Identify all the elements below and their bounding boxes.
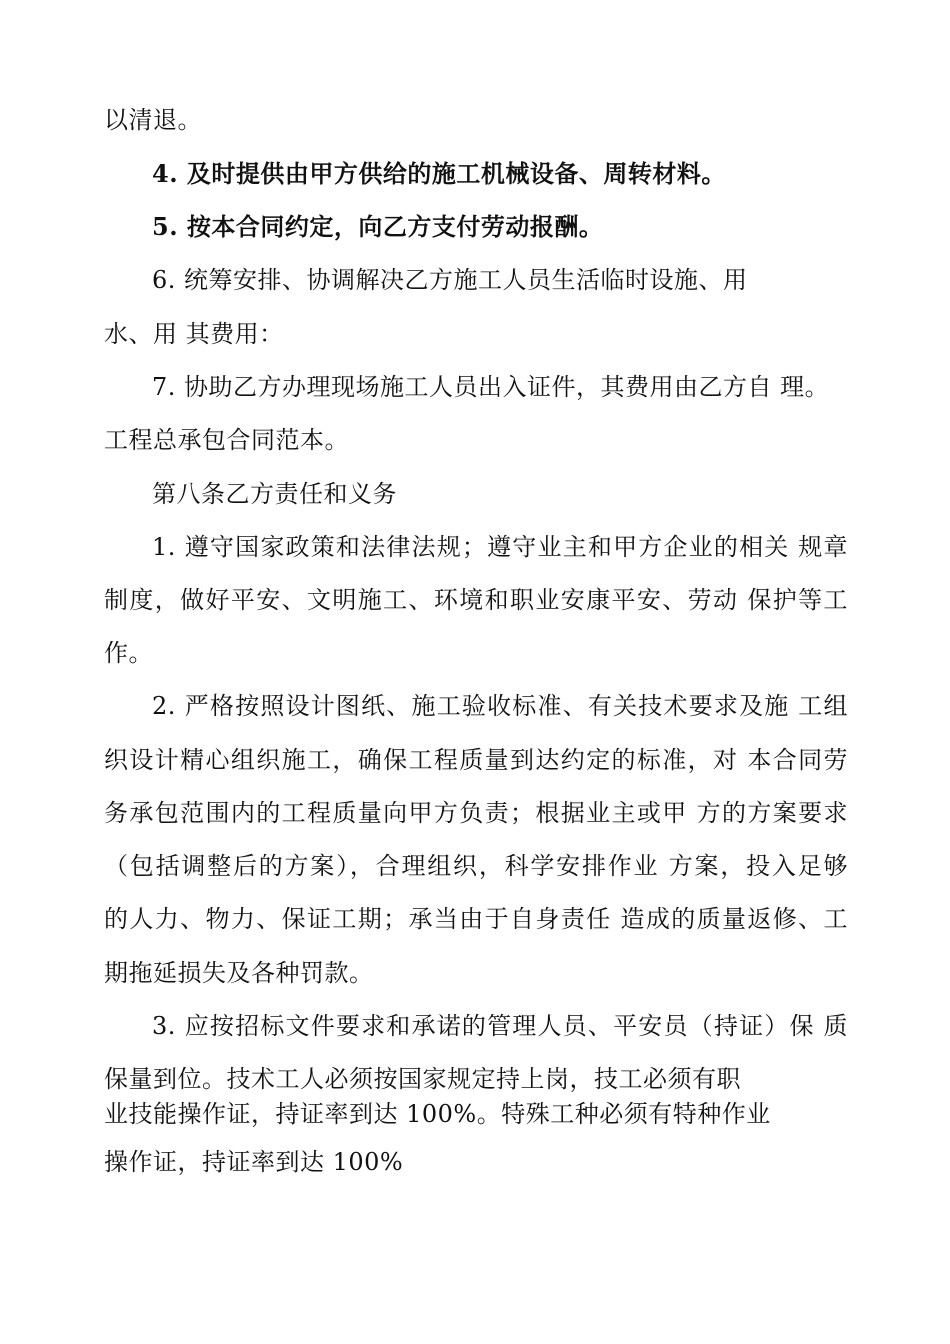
clause-3: 3. 应按招标文件要求和承诺的管理人员、平安员（持证）保 质	[152, 1012, 848, 1040]
text-line: 以清退。	[104, 106, 202, 134]
text-line: （包括调整后的方案），合理组织，科学安排作业 方案，投入足够	[104, 852, 848, 880]
clause-5: 5. 按本合同约定，向乙方支付劳动报酬。	[152, 212, 604, 241]
text-line: 制度，做好平安、文明施工、环境和职业安康平安、劳动 保护等工	[104, 586, 848, 614]
text-line: 作。	[104, 639, 153, 667]
text-line: 操作证，持证率到达 100%	[104, 1148, 404, 1176]
clause-4: 4. 及时提供由甲方供给的施工机械设备、周转材料。	[152, 159, 726, 188]
text-line: 业技能操作证，持证率到达 100%。特殊工种必须有特种作业	[104, 1100, 771, 1128]
text-line: 工程总承包合同范本。	[104, 426, 349, 454]
article-heading: 第八条乙方责任和义务	[152, 480, 397, 508]
clause-2: 2. 严格按照设计图纸、施工验收标准、有关技术要求及施 工组	[152, 692, 848, 720]
text-line: 期拖延损失及各种罚款。	[104, 959, 374, 987]
text-line: 织设计精心组织施工，确保工程质量到达约定的标准，对 本合同劳	[104, 746, 848, 774]
text-line: 务承包范围内的工程质量向甲方负责；根据业主或甲 方的方案要求	[104, 799, 848, 827]
text-line: 的人力、物力、保证工期；承当由于自身责任 造成的质量返修、工	[104, 905, 848, 933]
clause-6: 6. 统筹安排、协调解决乙方施工人员生活临时设施、用	[152, 266, 748, 294]
text-line: 保量到位。技术工人必须按国家规定持上岗，技工必须有职	[104, 1065, 741, 1093]
text-line: 水、用 其费用：	[104, 320, 284, 348]
clause-1: 1. 遵守国家政策和法律法规；遵守业主和甲方企业的相关 规章	[152, 533, 848, 561]
clause-7: 7. 协助乙方办理现场施工人员出入证件，其费用由乙方自 理。	[152, 373, 830, 401]
